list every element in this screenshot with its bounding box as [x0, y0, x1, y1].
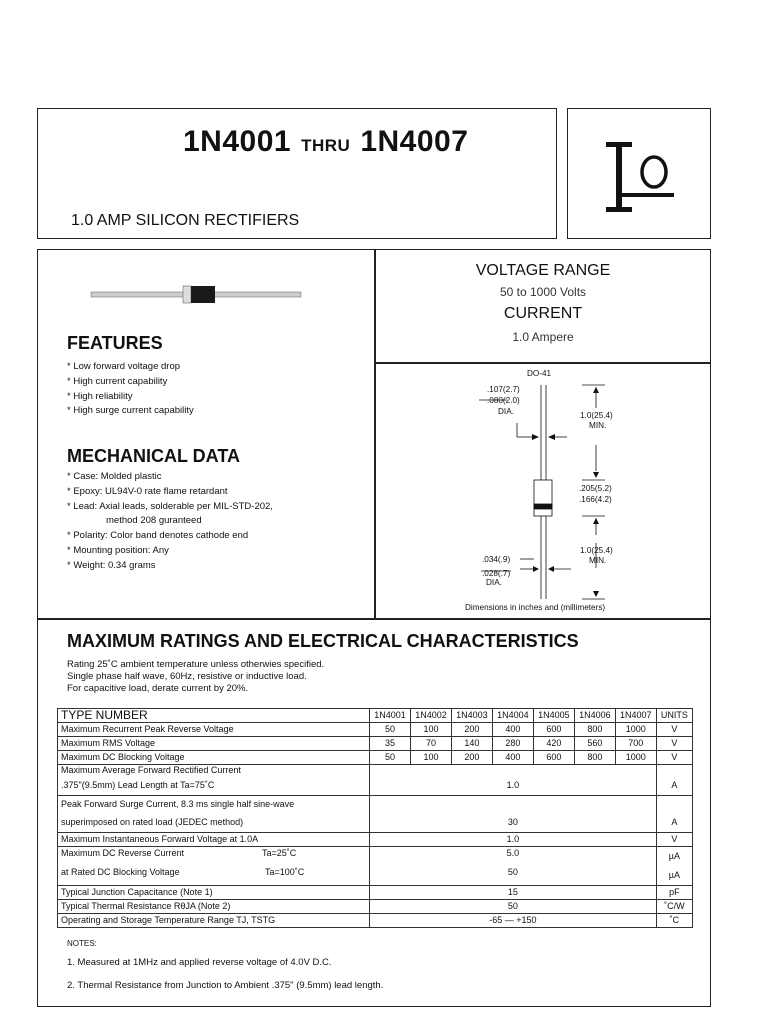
row-label [58, 765, 370, 796]
table-row [58, 833, 693, 847]
diode-image [88, 282, 308, 306]
voltage-range-label: VOLTAGE RANGE [475, 262, 611, 279]
subtitle: 1.0 AMP SILICON RECTIFIERS [71, 212, 300, 229]
cell: 15 [370, 886, 657, 900]
table-row [58, 765, 693, 796]
min-label-top: MIN. [589, 421, 607, 430]
row-label-text: at Rated DC Blocking Voltage [61, 867, 180, 877]
row-label-line: Peak Forward Surge Current, 8.3 ms single half sine-wave [61, 799, 295, 809]
mechanical-item: method 208 guranteed [106, 515, 202, 527]
do41-package-drawing [375, 363, 711, 619]
cell: 100 [410, 751, 451, 765]
features-heading: FEATURES [67, 333, 163, 353]
unit-cell: ˚C/W [656, 900, 692, 914]
notes-label: NOTES: [67, 939, 97, 948]
ratings-table [57, 708, 693, 928]
cell: 400 [492, 751, 533, 765]
table-row [58, 914, 693, 928]
rating-note: For capacitive load, derate current by 20%. [67, 683, 249, 694]
mechanical-item: * Case: Molded plastic [67, 471, 162, 482]
cell: 50 [370, 900, 657, 914]
unit-cell: V [656, 723, 692, 737]
logo-box [567, 108, 711, 239]
cell: 50 [370, 723, 411, 737]
cell: 800 [574, 723, 615, 737]
feature-item: * High reliability [67, 390, 133, 402]
mechanical-item: * Weight: 0.34 grams [67, 559, 156, 571]
table-row [58, 751, 693, 765]
table-row [58, 796, 693, 833]
mechanical-item: * Mounting position: Any [67, 544, 169, 556]
units-header: UNITS [656, 709, 692, 723]
table-row [58, 886, 693, 900]
table-row [58, 723, 693, 737]
condition-text: Ta=25˚C [262, 848, 297, 858]
cell: 50 [370, 751, 411, 765]
table-header-row [58, 709, 693, 723]
dimensions-note: Dimensions in inches and (millimeters) [465, 603, 606, 612]
lead-bottom-length: 1.0(25.4) [580, 546, 613, 555]
unit-cell [656, 847, 692, 886]
unit-cell: V [656, 737, 692, 751]
mechanical-item: * Lead: Axial leads, solderable per MIL-STD-202, [67, 500, 273, 512]
rating-note: Single phase half wave, 60Hz, resistive or inductive load. [67, 671, 307, 682]
mechanical-item: * Polarity: Color band denotes cathode end [67, 530, 249, 542]
cell: 1000 [615, 723, 656, 737]
body-max: .205(5.2) [579, 484, 612, 493]
dia-lead-max: .107(2.7) [487, 385, 520, 394]
cell: 35 [370, 737, 411, 751]
current-value: 1.0 Ampere [512, 330, 574, 344]
type-number-header: TYPE NUMBER [58, 709, 370, 723]
cell: -65 — +150 [370, 914, 657, 928]
condition-text: Ta=100˚C [265, 867, 305, 877]
cell-value: 50 [507, 867, 518, 877]
row-label [58, 796, 370, 833]
cell: 280 [492, 737, 533, 751]
features-list [67, 360, 194, 419]
column-header: 1N4003 [451, 709, 492, 723]
unit-cell: ˚C [656, 914, 692, 928]
footnote: 2. Thermal Resistance from Junction to Ambient .375" (9.5mm) lead length. [67, 980, 384, 991]
unit-cell: A [656, 765, 692, 796]
unit-cell: pF [656, 886, 692, 900]
unit-value: µA [668, 851, 680, 861]
part-from: 1N4001 [183, 125, 292, 158]
column-header: 1N4007 [615, 709, 656, 723]
package-name: DO-41 [527, 369, 552, 378]
cell: 560 [574, 737, 615, 751]
mechanical-item: * Epoxy: UL94V-0 rate flame retardant [67, 485, 228, 497]
cell: 800 [574, 751, 615, 765]
table-row [58, 737, 693, 751]
mechanical-list [67, 470, 273, 574]
cell: 1000 [615, 751, 656, 765]
cell: 1.0 [370, 833, 657, 847]
dia-lead-min: .080(2.0) [487, 396, 520, 405]
row-label: Typical Thermal Resistance RθJA (Note 2) [58, 900, 370, 914]
footnote: 1. Measured at 1MHz and applied reverse voltage of 4.0V D.C. [67, 957, 332, 968]
min-label-bottom: MIN. [589, 556, 607, 565]
title-box [37, 108, 557, 239]
table-row [58, 847, 693, 886]
row-label-text: Maximum DC Reverse Current [61, 848, 185, 858]
unit-cell: V [656, 833, 692, 847]
part-to: 1N4007 [360, 125, 469, 158]
feature-item: * High current capability [67, 375, 168, 387]
feature-item: * High surge current capability [67, 405, 194, 417]
rating-note: Rating 25˚C ambient temperature unless otherwies specified. [67, 659, 325, 670]
row-label: Operating and Storage Temperature Range TJ, TSTG [58, 914, 370, 928]
page-title [183, 125, 468, 159]
column-header: 1N4006 [574, 709, 615, 723]
wire-max: .034(.9) [482, 555, 511, 564]
cell: 70 [410, 737, 451, 751]
mechanical-heading: MECHANICAL DATA [67, 446, 240, 466]
row-label: Maximum Recurrent Peak Reverse Voltage [58, 723, 370, 737]
unit-cell: A [656, 796, 692, 833]
cell: 600 [533, 751, 574, 765]
cell: 1.0 [370, 765, 657, 796]
wire-min: .028(.7) [482, 569, 511, 578]
cell: 600 [533, 723, 574, 737]
row-label: Maximum DC Blocking Voltage [58, 751, 370, 765]
column-header: 1N4002 [410, 709, 451, 723]
cell: 400 [492, 723, 533, 737]
row-label-line: superimposed on rated load (JEDEC method) [61, 817, 244, 827]
column-header: 1N4001 [370, 709, 411, 723]
body-min: .166(4.2) [579, 495, 612, 504]
column-header: 1N4005 [533, 709, 574, 723]
row-label [58, 847, 370, 886]
table-row [58, 900, 693, 914]
cell [370, 847, 657, 886]
cell: 30 [370, 796, 657, 833]
row-label: Maximum Instantaneous Forward Voltage at 1.0A [58, 833, 370, 847]
cell: 200 [451, 751, 492, 765]
cell: 200 [451, 723, 492, 737]
thru-word: THRU [301, 136, 351, 155]
io-logo-icon [568, 109, 712, 240]
row-label-line: .375"(9.5mm) Lead Length at Ta=75˚C [61, 780, 215, 790]
cell: 100 [410, 723, 451, 737]
column-header: 1N4004 [492, 709, 533, 723]
cell: 140 [451, 737, 492, 751]
cell-value: 5.0 [506, 848, 520, 858]
ratings-notes [67, 659, 324, 695]
current-label: CURRENT [503, 305, 583, 322]
lead-top-length: 1.0(25.4) [580, 411, 613, 420]
unit-value: µA [668, 870, 680, 880]
row-label-line [61, 859, 366, 885]
row-label-line: Maximum Average Forward Rectified Current [61, 765, 241, 775]
ratings-heading: MAXIMUM RATINGS AND ELECTRICAL CHARACTERISTICS [67, 631, 579, 651]
unit-cell: V [656, 751, 692, 765]
dia-label-bottom: DIA. [486, 578, 502, 587]
cell: 700 [615, 737, 656, 751]
dia-label-top: DIA. [498, 407, 514, 416]
cell: 420 [533, 737, 574, 751]
row-label: Maximum RMS Voltage [58, 737, 370, 751]
row-label-line [61, 847, 366, 859]
feature-item: * Low forward voltage drop [67, 361, 181, 372]
row-label: Typical Junction Capacitance (Note 1) [58, 886, 370, 900]
voltage-range-value: 50 to 1000 Volts [499, 285, 587, 299]
